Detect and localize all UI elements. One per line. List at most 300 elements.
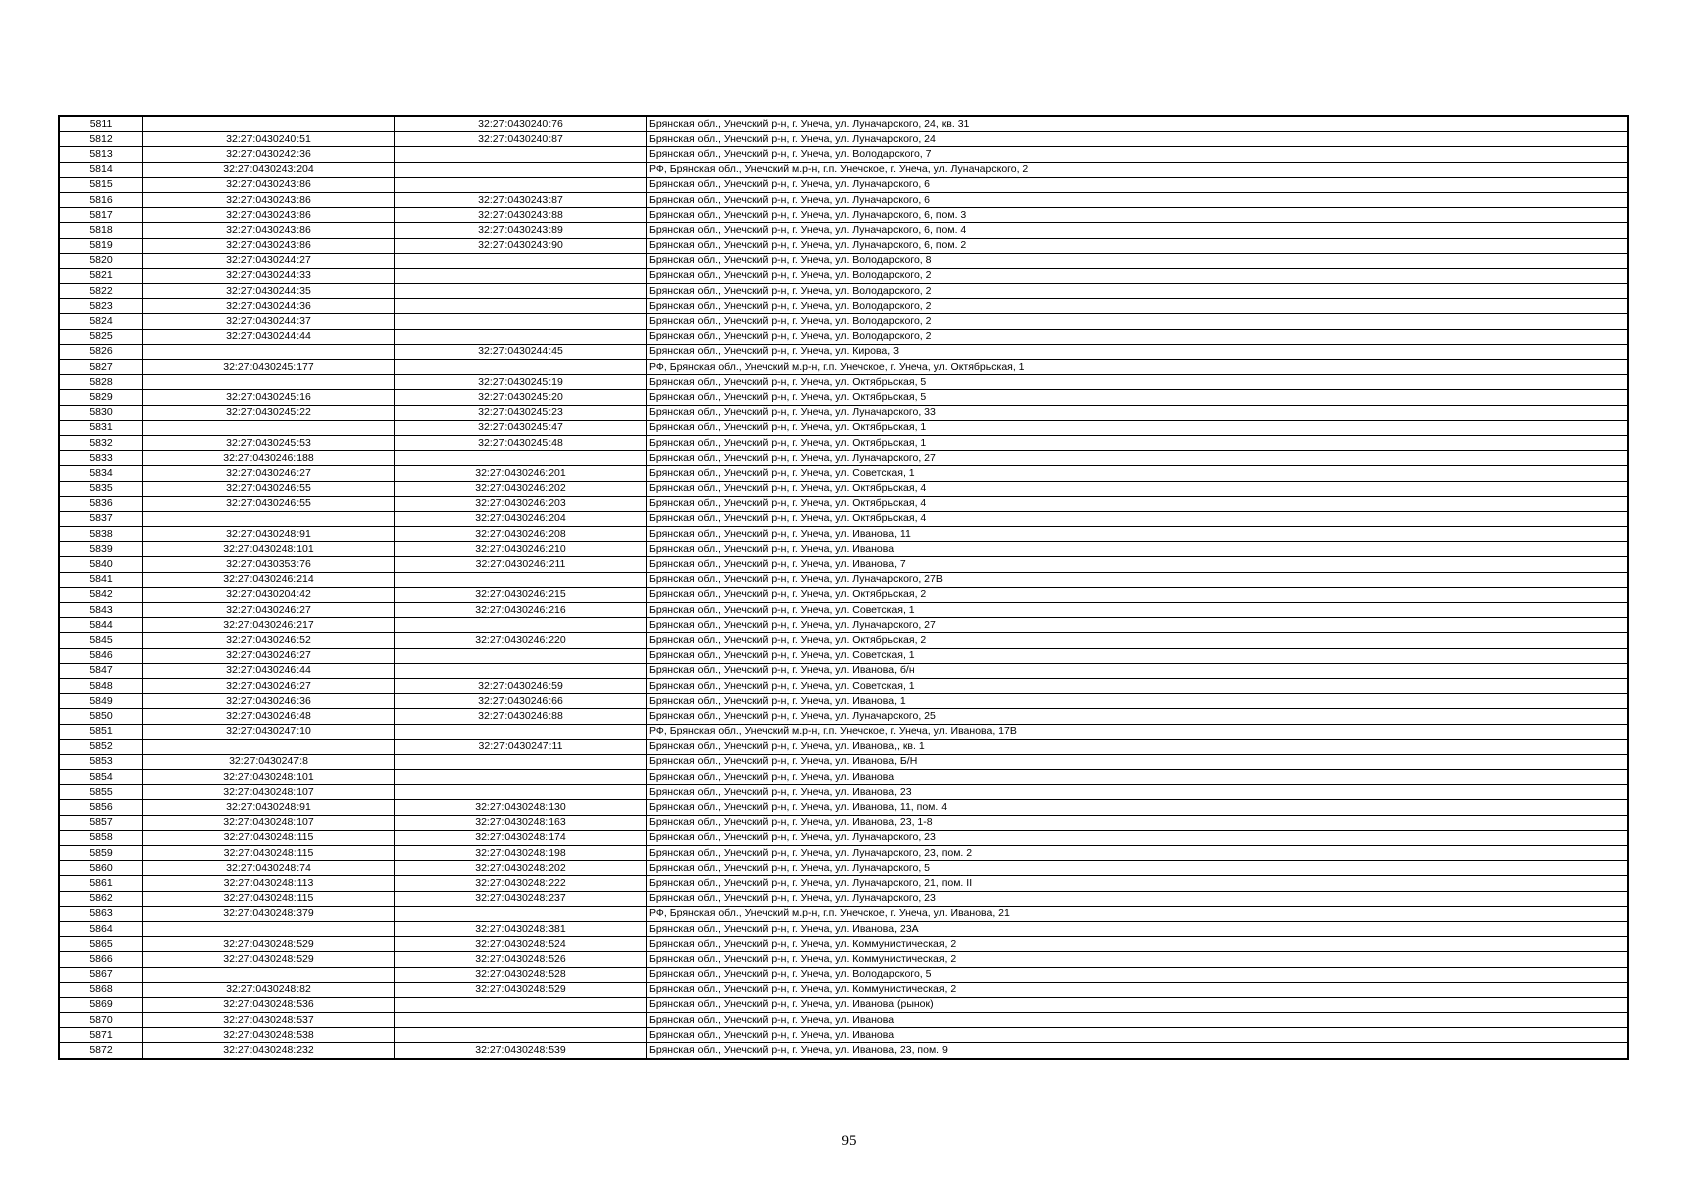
address-cell: Брянская обл., Унечский р-н, г. Унеча, ул. Коммунистическая, 2 bbox=[647, 952, 1629, 967]
row-number-cell: 5825 bbox=[59, 329, 143, 344]
address-cell: Брянская обл., Унечский р-н, г. Унеча, ул. Октябрьская, 4 bbox=[647, 481, 1629, 496]
parcel-cadastral-number-cell: 32:27:0430245:22 bbox=[143, 405, 395, 420]
row-number-cell: 5862 bbox=[59, 891, 143, 906]
parcel-cadastral-number-cell: 32:27:0430243:86 bbox=[143, 223, 395, 238]
object-cadastral-number-cell: 32:27:0430246:59 bbox=[395, 678, 647, 693]
parcel-cadastral-number-cell: 32:27:0430248:379 bbox=[143, 906, 395, 921]
object-cadastral-number-cell: 32:27:0430248:222 bbox=[395, 876, 647, 891]
parcel-cadastral-number-cell: 32:27:0430204:42 bbox=[143, 587, 395, 602]
parcel-cadastral-number-cell: 32:27:0430246:55 bbox=[143, 496, 395, 511]
table-row bbox=[59, 116, 1628, 132]
parcel-cadastral-number-cell: 32:27:0430247:10 bbox=[143, 724, 395, 739]
parcel-cadastral-number-cell: 32:27:0430248:91 bbox=[143, 800, 395, 815]
table-row bbox=[59, 846, 1628, 861]
parcel-cadastral-number-cell: 32:27:0430248:538 bbox=[143, 1028, 395, 1043]
row-number-cell: 5811 bbox=[59, 116, 143, 132]
row-number-cell: 5844 bbox=[59, 618, 143, 633]
table-row bbox=[59, 572, 1628, 587]
object-cadastral-number-cell: 32:27:0430246:202 bbox=[395, 481, 647, 496]
parcel-cadastral-number-cell: 32:27:0430248:529 bbox=[143, 937, 395, 952]
table-row bbox=[59, 268, 1628, 283]
table-row bbox=[59, 937, 1628, 952]
address-cell: Брянская обл., Унечский р-н, г. Унеча, ул. Луначарского, 5 bbox=[647, 861, 1629, 876]
row-number-cell: 5824 bbox=[59, 314, 143, 329]
address-cell: Брянская обл., Унечский р-н, г. Унеча, ул. Луначарского, 24 bbox=[647, 132, 1629, 147]
address-cell: РФ, Брянская обл., Унечский м.р-н, г.п. Унечское, г. Унеча, ул. Иванова, 17В bbox=[647, 724, 1629, 739]
object-cadastral-number-cell: 32:27:0430248:163 bbox=[395, 815, 647, 830]
row-number-cell: 5845 bbox=[59, 633, 143, 648]
table-row bbox=[59, 663, 1628, 678]
address-cell: Брянская обл., Унечский р-н, г. Унеча, ул. Коммунистическая, 2 bbox=[647, 937, 1629, 952]
row-number-cell: 5863 bbox=[59, 906, 143, 921]
address-cell: Брянская обл., Унечский р-н, г. Унеча, ул. Володарского, 2 bbox=[647, 268, 1629, 283]
parcel-cadastral-number-cell: 32:27:0430246:55 bbox=[143, 481, 395, 496]
address-cell: Брянская обл., Унечский р-н, г. Унеча, ул. Октябрьская, 4 bbox=[647, 496, 1629, 511]
table-row bbox=[59, 542, 1628, 557]
parcel-cadastral-number-cell bbox=[143, 344, 395, 359]
object-cadastral-number-cell bbox=[395, 754, 647, 769]
object-cadastral-number-cell: 32:27:0430243:88 bbox=[395, 208, 647, 223]
object-cadastral-number-cell: 32:27:0430243:90 bbox=[395, 238, 647, 253]
object-cadastral-number-cell: 32:27:0430246:201 bbox=[395, 466, 647, 481]
parcel-cadastral-number-cell: 32:27:0430246:52 bbox=[143, 633, 395, 648]
table-row bbox=[59, 238, 1628, 253]
parcel-cadastral-number-cell: 32:27:0430246:217 bbox=[143, 618, 395, 633]
table-row bbox=[59, 1043, 1628, 1059]
parcel-cadastral-number-cell: 32:27:0430246:36 bbox=[143, 694, 395, 709]
table-row bbox=[59, 147, 1628, 162]
address-cell: Брянская обл., Унечский р-н, г. Унеча, ул. Октябрьская, 5 bbox=[647, 390, 1629, 405]
table-row bbox=[59, 253, 1628, 268]
object-cadastral-number-cell bbox=[395, 162, 647, 177]
address-cell: Брянская обл., Унечский р-н, г. Унеча, ул. Коммунистическая, 2 bbox=[647, 982, 1629, 997]
table-row bbox=[59, 603, 1628, 618]
object-cadastral-number-cell: 32:27:0430243:87 bbox=[395, 192, 647, 207]
row-number-cell: 5838 bbox=[59, 527, 143, 542]
object-cadastral-number-cell bbox=[395, 329, 647, 344]
object-cadastral-number-cell bbox=[395, 314, 647, 329]
object-cadastral-number-cell bbox=[395, 663, 647, 678]
parcel-cadastral-number-cell: 32:27:0430244:44 bbox=[143, 329, 395, 344]
parcel-cadastral-number-cell: 32:27:0430246:44 bbox=[143, 663, 395, 678]
object-cadastral-number-cell: 32:27:0430246:216 bbox=[395, 603, 647, 618]
table-row bbox=[59, 1028, 1628, 1043]
object-cadastral-number-cell bbox=[395, 785, 647, 800]
parcel-cadastral-number-cell: 32:27:0430248:101 bbox=[143, 542, 395, 557]
object-cadastral-number-cell bbox=[395, 147, 647, 162]
row-number-cell: 5830 bbox=[59, 405, 143, 420]
parcel-cadastral-number-cell bbox=[143, 739, 395, 754]
table-row bbox=[59, 284, 1628, 299]
row-number-cell: 5829 bbox=[59, 390, 143, 405]
parcel-cadastral-number-cell: 32:27:0430248:82 bbox=[143, 982, 395, 997]
parcel-cadastral-number-cell: 32:27:0430248:107 bbox=[143, 785, 395, 800]
parcel-cadastral-number-cell: 32:27:0430353:76 bbox=[143, 557, 395, 572]
address-cell: Брянская обл., Унечский р-н, г. Унеча, ул. Октябрьская, 2 bbox=[647, 587, 1629, 602]
parcel-cadastral-number-cell: 32:27:0430243:86 bbox=[143, 208, 395, 223]
address-cell: РФ, Брянская обл., Унечский м.р-н, г.п. Унечское, г. Унеча, ул. Октябрьская, 1 bbox=[647, 360, 1629, 375]
table-row bbox=[59, 511, 1628, 526]
table-row bbox=[59, 724, 1628, 739]
row-number-cell: 5867 bbox=[59, 967, 143, 982]
table-row bbox=[59, 921, 1628, 936]
address-cell: Брянская обл., Унечский р-н, г. Унеча, ул. Октябрьская, 4 bbox=[647, 511, 1629, 526]
row-number-cell: 5870 bbox=[59, 1013, 143, 1028]
row-number-cell: 5852 bbox=[59, 739, 143, 754]
address-cell: Брянская обл., Унечский р-н, г. Унеча, ул. Советская, 1 bbox=[647, 466, 1629, 481]
address-cell: Брянская обл., Унечский р-н, г. Унеча, ул. Луначарского, 23, пом. 2 bbox=[647, 846, 1629, 861]
object-cadastral-number-cell: 32:27:0430246:210 bbox=[395, 542, 647, 557]
object-cadastral-number-cell: 32:27:0430240:87 bbox=[395, 132, 647, 147]
row-number-cell: 5858 bbox=[59, 830, 143, 845]
parcel-cadastral-number-cell: 32:27:0430248:115 bbox=[143, 891, 395, 906]
parcel-cadastral-number-cell: 32:27:0430248:113 bbox=[143, 876, 395, 891]
parcel-cadastral-number-cell: 32:27:0430244:37 bbox=[143, 314, 395, 329]
address-cell: Брянская обл., Унечский р-н, г. Унеча, ул. Луначарского, 27 bbox=[647, 451, 1629, 466]
address-cell: Брянская обл., Унечский р-н, г. Унеча, ул. Иванова (рынок) bbox=[647, 997, 1629, 1012]
table-row bbox=[59, 329, 1628, 344]
address-cell: Брянская обл., Унечский р-н, г. Унеча, ул. Луначарского, 6 bbox=[647, 192, 1629, 207]
object-cadastral-number-cell: 32:27:0430246:215 bbox=[395, 587, 647, 602]
address-cell: Брянская обл., Унечский р-н, г. Унеча, ул. Луначарского, 27В bbox=[647, 572, 1629, 587]
address-cell: Брянская обл., Унечский р-н, г. Унеча, ул. Луначарского, 33 bbox=[647, 405, 1629, 420]
parcel-cadastral-number-cell: 32:27:0430248:107 bbox=[143, 815, 395, 830]
table-row bbox=[59, 906, 1628, 921]
address-cell: Брянская обл., Унечский р-н, г. Унеча, ул. Советская, 1 bbox=[647, 603, 1629, 618]
parcel-cadastral-number-cell: 32:27:0430248:529 bbox=[143, 952, 395, 967]
address-cell: Брянская обл., Унечский р-н, г. Унеча, ул. Володарского, 8 bbox=[647, 253, 1629, 268]
parcel-cadastral-number-cell: 32:27:0430248:536 bbox=[143, 997, 395, 1012]
row-number-cell: 5832 bbox=[59, 435, 143, 450]
row-number-cell: 5841 bbox=[59, 572, 143, 587]
address-cell: Брянская обл., Унечский р-н, г. Унеча, ул. Володарского, 5 bbox=[647, 967, 1629, 982]
address-cell: Брянская обл., Унечский р-н, г. Унеча, ул. Иванова, 11 bbox=[647, 527, 1629, 542]
table-row bbox=[59, 375, 1628, 390]
object-cadastral-number-cell: 32:27:0430247:11 bbox=[395, 739, 647, 754]
row-number-cell: 5828 bbox=[59, 375, 143, 390]
row-number-cell: 5839 bbox=[59, 542, 143, 557]
table-row bbox=[59, 557, 1628, 572]
address-cell: Брянская обл., Унечский р-н, г. Унеча, ул. Володарского, 2 bbox=[647, 284, 1629, 299]
parcel-cadastral-number-cell: 32:27:0430244:33 bbox=[143, 268, 395, 283]
object-cadastral-number-cell: 32:27:0430248:524 bbox=[395, 937, 647, 952]
table-row bbox=[59, 132, 1628, 147]
parcel-cadastral-number-cell: 32:27:0430246:27 bbox=[143, 603, 395, 618]
table-row bbox=[59, 997, 1628, 1012]
table-row bbox=[59, 770, 1628, 785]
parcel-cadastral-number-cell: 32:27:0430246:214 bbox=[143, 572, 395, 587]
address-cell: Брянская обл., Унечский р-н, г. Унеча, ул. Луначарского, 6, пом. 2 bbox=[647, 238, 1629, 253]
object-cadastral-number-cell bbox=[395, 997, 647, 1012]
object-cadastral-number-cell bbox=[395, 177, 647, 192]
table-row bbox=[59, 861, 1628, 876]
row-number-cell: 5849 bbox=[59, 694, 143, 709]
address-cell: Брянская обл., Унечский р-н, г. Унеча, ул. Иванова, 23, 1-8 bbox=[647, 815, 1629, 830]
parcel-cadastral-number-cell bbox=[143, 375, 395, 390]
object-cadastral-number-cell bbox=[395, 253, 647, 268]
object-cadastral-number-cell bbox=[395, 299, 647, 314]
object-cadastral-number-cell: 32:27:0430248:539 bbox=[395, 1043, 647, 1059]
table-row bbox=[59, 466, 1628, 481]
parcel-cadastral-number-cell: 32:27:0430244:27 bbox=[143, 253, 395, 268]
object-cadastral-number-cell: 32:27:0430245:47 bbox=[395, 420, 647, 435]
parcel-cadastral-number-cell: 32:27:0430246:27 bbox=[143, 648, 395, 663]
address-cell: РФ, Брянская обл., Унечский м.р-н, г.п. Унечское, г. Унеча, ул. Луначарского, 2 bbox=[647, 162, 1629, 177]
object-cadastral-number-cell bbox=[395, 1013, 647, 1028]
object-cadastral-number-cell bbox=[395, 648, 647, 663]
row-number-cell: 5872 bbox=[59, 1043, 143, 1059]
parcel-cadastral-number-cell: 32:27:0430246:48 bbox=[143, 709, 395, 724]
row-number-cell: 5865 bbox=[59, 937, 143, 952]
address-cell: Брянская обл., Унечский р-н, г. Унеча, ул. Октябрьская, 2 bbox=[647, 633, 1629, 648]
table-row bbox=[59, 830, 1628, 845]
parcel-cadastral-number-cell bbox=[143, 420, 395, 435]
object-cadastral-number-cell: 32:27:0430246:211 bbox=[395, 557, 647, 572]
address-cell: Брянская обл., Унечский р-н, г. Унеча, ул. Октябрьская, 5 bbox=[647, 375, 1629, 390]
row-number-cell: 5851 bbox=[59, 724, 143, 739]
address-cell: Брянская обл., Унечский р-н, г. Унеча, ул. Иванова, б/н bbox=[647, 663, 1629, 678]
row-number-cell: 5821 bbox=[59, 268, 143, 283]
row-number-cell: 5826 bbox=[59, 344, 143, 359]
row-number-cell: 5835 bbox=[59, 481, 143, 496]
object-cadastral-number-cell: 32:27:0430248:198 bbox=[395, 846, 647, 861]
row-number-cell: 5823 bbox=[59, 299, 143, 314]
row-number-cell: 5864 bbox=[59, 921, 143, 936]
object-cadastral-number-cell bbox=[395, 724, 647, 739]
parcel-cadastral-number-cell bbox=[143, 116, 395, 132]
object-cadastral-number-cell bbox=[395, 572, 647, 587]
parcel-cadastral-number-cell: 32:27:0430248:232 bbox=[143, 1043, 395, 1059]
table-row bbox=[59, 223, 1628, 238]
object-cadastral-number-cell bbox=[395, 284, 647, 299]
object-cadastral-number-cell: 32:27:0430240:76 bbox=[395, 116, 647, 132]
address-cell: Брянская обл., Унечский р-н, г. Унеча, ул. Луначарского, 27 bbox=[647, 618, 1629, 633]
row-number-cell: 5843 bbox=[59, 603, 143, 618]
object-cadastral-number-cell: 32:27:0430248:130 bbox=[395, 800, 647, 815]
row-number-cell: 5842 bbox=[59, 587, 143, 602]
address-cell: РФ, Брянская обл., Унечский м.р-н, г.п. Унечское, г. Унеча, ул. Иванова, 21 bbox=[647, 906, 1629, 921]
object-cadastral-number-cell: 32:27:0430245:20 bbox=[395, 390, 647, 405]
table-row bbox=[59, 162, 1628, 177]
table-row bbox=[59, 177, 1628, 192]
address-cell: Брянская обл., Унечский р-н, г. Унеча, ул. Луначарского, 21, пом. II bbox=[647, 876, 1629, 891]
address-cell: Брянская обл., Унечский р-н, г. Унеча, ул. Луначарского, 6, пом. 4 bbox=[647, 223, 1629, 238]
row-number-cell: 5861 bbox=[59, 876, 143, 891]
row-number-cell: 5819 bbox=[59, 238, 143, 253]
object-cadastral-number-cell: 32:27:0430248:174 bbox=[395, 830, 647, 845]
table-row bbox=[59, 360, 1628, 375]
table-row bbox=[59, 785, 1628, 800]
parcel-cadastral-number-cell: 32:27:0430243:86 bbox=[143, 192, 395, 207]
object-cadastral-number-cell: 32:27:0430246:220 bbox=[395, 633, 647, 648]
object-cadastral-number-cell bbox=[395, 268, 647, 283]
address-cell: Брянская обл., Унечский р-н, г. Унеча, ул. Иванова, 7 bbox=[647, 557, 1629, 572]
object-cadastral-number-cell: 32:27:0430246:88 bbox=[395, 709, 647, 724]
object-cadastral-number-cell: 32:27:0430245:23 bbox=[395, 405, 647, 420]
row-number-cell: 5869 bbox=[59, 997, 143, 1012]
parcel-cadastral-number-cell: 32:27:0430248:74 bbox=[143, 861, 395, 876]
object-cadastral-number-cell: 32:27:0430248:202 bbox=[395, 861, 647, 876]
table-row bbox=[59, 633, 1628, 648]
table-row bbox=[59, 982, 1628, 997]
table-row bbox=[59, 405, 1628, 420]
parcel-cadastral-number-cell: 32:27:0430248:537 bbox=[143, 1013, 395, 1028]
address-cell: Брянская обл., Унечский р-н, г. Унеча, ул. Луначарского, 25 bbox=[647, 709, 1629, 724]
address-cell: Брянская обл., Унечский р-н, г. Унеча, ул. Луначарского, 23 bbox=[647, 891, 1629, 906]
row-number-cell: 5846 bbox=[59, 648, 143, 663]
row-number-cell: 5814 bbox=[59, 162, 143, 177]
row-number-cell: 5817 bbox=[59, 208, 143, 223]
row-number-cell: 5818 bbox=[59, 223, 143, 238]
parcel-cadastral-number-cell: 32:27:0430243:86 bbox=[143, 177, 395, 192]
table-row bbox=[59, 709, 1628, 724]
table-row bbox=[59, 527, 1628, 542]
row-number-cell: 5854 bbox=[59, 770, 143, 785]
table-row bbox=[59, 952, 1628, 967]
table-row bbox=[59, 299, 1628, 314]
address-cell: Брянская обл., Унечский р-н, г. Унеча, ул. Володарского, 2 bbox=[647, 329, 1629, 344]
table-row bbox=[59, 496, 1628, 511]
cadastral-register-table bbox=[58, 115, 1629, 1060]
table-row bbox=[59, 208, 1628, 223]
object-cadastral-number-cell bbox=[395, 618, 647, 633]
address-cell: Брянская обл., Унечский р-н, г. Унеча, ул. Володарского, 2 bbox=[647, 314, 1629, 329]
parcel-cadastral-number-cell: 32:27:0430245:177 bbox=[143, 360, 395, 375]
row-number-cell: 5866 bbox=[59, 952, 143, 967]
row-number-cell: 5834 bbox=[59, 466, 143, 481]
table-row bbox=[59, 481, 1628, 496]
object-cadastral-number-cell: 32:27:0430248:237 bbox=[395, 891, 647, 906]
parcel-cadastral-number-cell bbox=[143, 511, 395, 526]
object-cadastral-number-cell bbox=[395, 451, 647, 466]
parcel-cadastral-number-cell: 32:27:0430242:36 bbox=[143, 147, 395, 162]
row-number-cell: 5833 bbox=[59, 451, 143, 466]
page-number: 95 bbox=[841, 1133, 857, 1149]
table-row bbox=[59, 192, 1628, 207]
table-row bbox=[59, 754, 1628, 769]
object-cadastral-number-cell: 32:27:0430248:528 bbox=[395, 967, 647, 982]
table-row bbox=[59, 618, 1628, 633]
object-cadastral-number-cell: 32:27:0430246:208 bbox=[395, 527, 647, 542]
address-cell: Брянская обл., Унечский р-н, г. Унеча, ул. Иванова, Б/Н bbox=[647, 754, 1629, 769]
address-cell: Брянская обл., Унечский р-н, г. Унеча, ул. Луначарского, 6 bbox=[647, 177, 1629, 192]
table-row bbox=[59, 587, 1628, 602]
table-row bbox=[59, 648, 1628, 663]
address-cell: Брянская обл., Унечский р-н, г. Унеча, ул. Иванова, 23, пом. 9 bbox=[647, 1043, 1629, 1059]
row-number-cell: 5856 bbox=[59, 800, 143, 815]
address-cell: Брянская обл., Унечский р-н, г. Унеча, ул. Октябрьская, 1 bbox=[647, 420, 1629, 435]
table-row bbox=[59, 967, 1628, 982]
address-cell: Брянская обл., Унечский р-н, г. Унеча, ул. Советская, 1 bbox=[647, 648, 1629, 663]
object-cadastral-number-cell bbox=[395, 906, 647, 921]
object-cadastral-number-cell: 32:27:0430248:381 bbox=[395, 921, 647, 936]
row-number-cell: 5816 bbox=[59, 192, 143, 207]
address-cell: Брянская обл., Унечский р-н, г. Унеча, ул. Иванова bbox=[647, 770, 1629, 785]
row-number-cell: 5820 bbox=[59, 253, 143, 268]
table-row bbox=[59, 876, 1628, 891]
table-row bbox=[59, 891, 1628, 906]
row-number-cell: 5837 bbox=[59, 511, 143, 526]
address-cell: Брянская обл., Унечский р-н, г. Унеча, ул. Иванова bbox=[647, 542, 1629, 557]
table-row bbox=[59, 451, 1628, 466]
parcel-cadastral-number-cell: 32:27:0430245:16 bbox=[143, 390, 395, 405]
address-cell: Брянская обл., Унечский р-н, г. Унеча, ул. Луначарского, 23 bbox=[647, 830, 1629, 845]
object-cadastral-number-cell: 32:27:0430248:529 bbox=[395, 982, 647, 997]
address-cell: Брянская обл., Унечский р-н, г. Унеча, ул. Иванова, 11, пом. 4 bbox=[647, 800, 1629, 815]
parcel-cadastral-number-cell: 32:27:0430243:204 bbox=[143, 162, 395, 177]
row-number-cell: 5857 bbox=[59, 815, 143, 830]
table-row bbox=[59, 815, 1628, 830]
address-cell: Брянская обл., Унечский р-н, г. Унеча, ул. Володарского, 7 bbox=[647, 147, 1629, 162]
row-number-cell: 5847 bbox=[59, 663, 143, 678]
table-row bbox=[59, 739, 1628, 754]
row-number-cell: 5812 bbox=[59, 132, 143, 147]
address-cell: Брянская обл., Унечский р-н, г. Унеча, ул. Луначарского, 6, пом. 3 bbox=[647, 208, 1629, 223]
parcel-cadastral-number-cell: 32:27:0430248:101 bbox=[143, 770, 395, 785]
table-row bbox=[59, 694, 1628, 709]
table-row bbox=[59, 678, 1628, 693]
parcel-cadastral-number-cell: 32:27:0430244:35 bbox=[143, 284, 395, 299]
object-cadastral-number-cell bbox=[395, 360, 647, 375]
row-number-cell: 5840 bbox=[59, 557, 143, 572]
parcel-cadastral-number-cell: 32:27:0430246:27 bbox=[143, 678, 395, 693]
row-number-cell: 5850 bbox=[59, 709, 143, 724]
row-number-cell: 5860 bbox=[59, 861, 143, 876]
object-cadastral-number-cell: 32:27:0430246:66 bbox=[395, 694, 647, 709]
row-number-cell: 5855 bbox=[59, 785, 143, 800]
row-number-cell: 5868 bbox=[59, 982, 143, 997]
row-number-cell: 5836 bbox=[59, 496, 143, 511]
table-row bbox=[59, 800, 1628, 815]
row-number-cell: 5859 bbox=[59, 846, 143, 861]
parcel-cadastral-number-cell: 32:27:0430248:115 bbox=[143, 830, 395, 845]
row-number-cell: 5831 bbox=[59, 420, 143, 435]
table-row bbox=[59, 435, 1628, 450]
address-cell: Брянская обл., Унечский р-н, г. Унеча, ул. Иванова bbox=[647, 1013, 1629, 1028]
row-number-cell: 5853 bbox=[59, 754, 143, 769]
object-cadastral-number-cell: 32:27:0430245:48 bbox=[395, 435, 647, 450]
row-number-cell: 5813 bbox=[59, 147, 143, 162]
table-row bbox=[59, 390, 1628, 405]
parcel-cadastral-number-cell: 32:27:0430246:27 bbox=[143, 466, 395, 481]
row-number-cell: 5871 bbox=[59, 1028, 143, 1043]
address-cell: Брянская обл., Унечский р-н, г. Унеча, ул. Советская, 1 bbox=[647, 678, 1629, 693]
parcel-cadastral-number-cell: 32:27:0430246:188 bbox=[143, 451, 395, 466]
parcel-cadastral-number-cell: 32:27:0430247:8 bbox=[143, 754, 395, 769]
register-table-body bbox=[59, 116, 1628, 1059]
address-cell: Брянская обл., Унечский р-н, г. Унеча, ул. Володарского, 2 bbox=[647, 299, 1629, 314]
object-cadastral-number-cell: 32:27:0430243:89 bbox=[395, 223, 647, 238]
address-cell: Брянская обл., Унечский р-н, г. Унеча, ул. Иванова bbox=[647, 1028, 1629, 1043]
address-cell: Брянская обл., Унечский р-н, г. Унеча, ул. Луначарского, 24, кв. 31 bbox=[647, 116, 1629, 132]
object-cadastral-number-cell: 32:27:0430246:203 bbox=[395, 496, 647, 511]
row-number-cell: 5827 bbox=[59, 360, 143, 375]
address-cell: Брянская обл., Унечский р-н, г. Унеча, ул. Кирова, 3 bbox=[647, 344, 1629, 359]
parcel-cadastral-number-cell: 32:27:0430248:91 bbox=[143, 527, 395, 542]
parcel-cadastral-number-cell: 32:27:0430240:51 bbox=[143, 132, 395, 147]
address-cell: Брянская обл., Унечский р-н, г. Унеча, ул. Иванова, 23 bbox=[647, 785, 1629, 800]
parcel-cadastral-number-cell: 32:27:0430243:86 bbox=[143, 238, 395, 253]
object-cadastral-number-cell bbox=[395, 770, 647, 785]
row-number-cell: 5815 bbox=[59, 177, 143, 192]
row-number-cell: 5848 bbox=[59, 678, 143, 693]
address-cell: Брянская обл., Унечский р-н, г. Унеча, ул. Иванова, 23А bbox=[647, 921, 1629, 936]
parcel-cadastral-number-cell: 32:27:0430245:53 bbox=[143, 435, 395, 450]
address-cell: Брянская обл., Унечский р-н, г. Унеча, ул. Иванова,, кв. 1 bbox=[647, 739, 1629, 754]
object-cadastral-number-cell: 32:27:0430245:19 bbox=[395, 375, 647, 390]
table-row bbox=[59, 420, 1628, 435]
address-cell: Брянская обл., Унечский р-н, г. Унеча, ул. Иванова, 1 bbox=[647, 694, 1629, 709]
